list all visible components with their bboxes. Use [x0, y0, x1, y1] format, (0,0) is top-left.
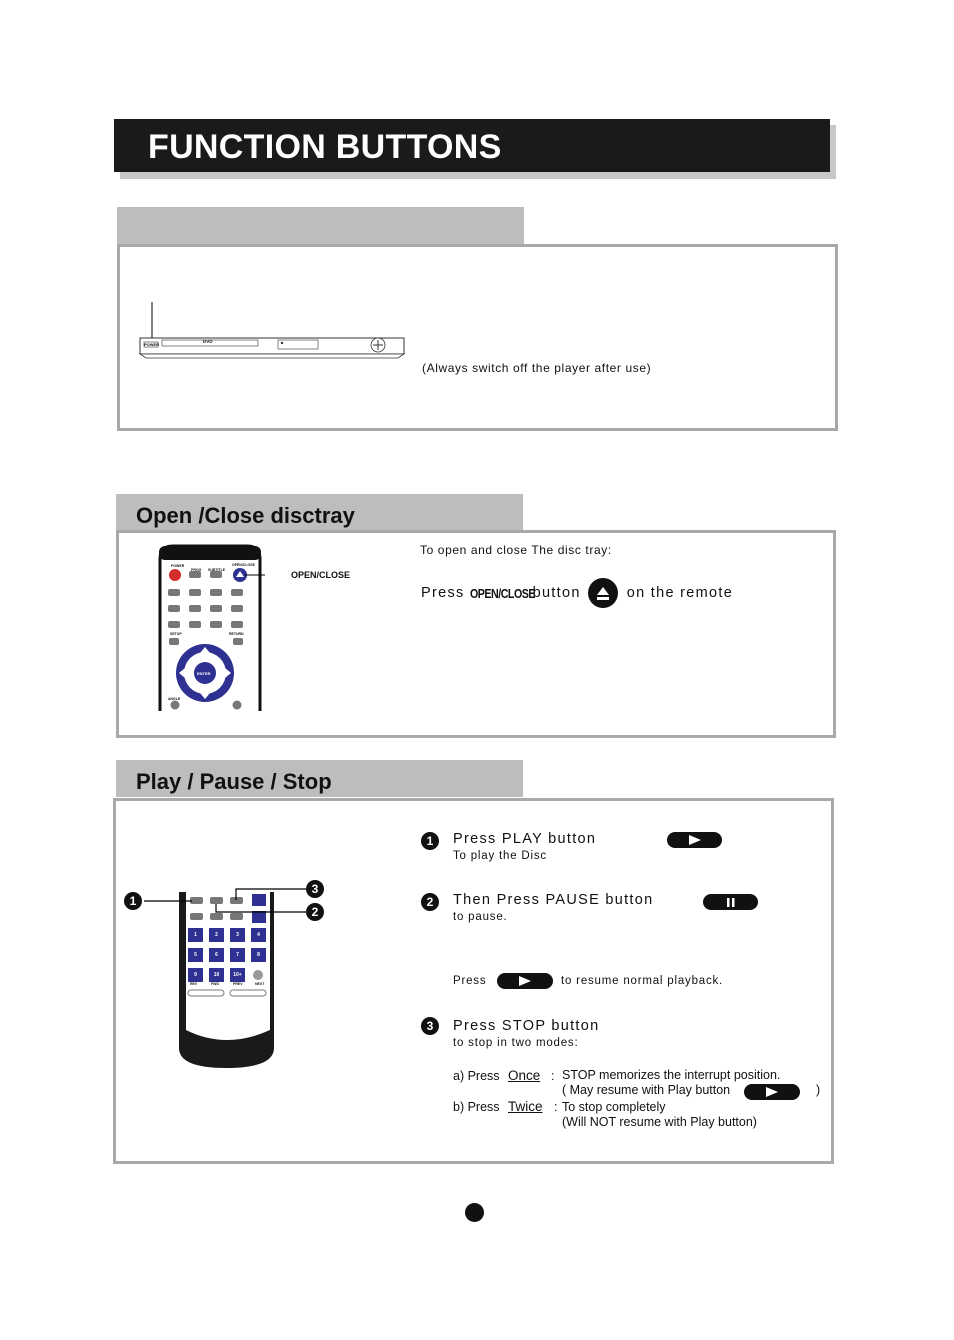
mode-b-colon: :	[554, 1100, 558, 1114]
mode-a-colon: :	[551, 1069, 555, 1083]
remote-number-key: 9	[194, 972, 197, 978]
mode-b-desc: To stop completely	[562, 1100, 666, 1114]
section-power-tab	[117, 207, 524, 244]
resume-text: to resume normal playback.	[561, 975, 724, 987]
step1-number: 1	[421, 832, 439, 850]
step3-sub: to stop in two modes:	[453, 1037, 579, 1049]
dvd-player-illustration	[136, 298, 408, 364]
remote-prev-label: PREV	[233, 982, 243, 986]
remote-next-label: NEXT	[255, 982, 265, 986]
mode-b-desc2: (Will NOT resume with Play button)	[562, 1115, 757, 1129]
remote-angle-label: ANGLE	[168, 697, 181, 701]
pause-icon	[703, 894, 758, 910]
page-number-dot	[465, 1203, 484, 1222]
remote-number-key: 2	[215, 932, 218, 938]
remote-return-label: RETURN	[229, 632, 244, 636]
resume-play-icon	[497, 973, 553, 989]
mode-a-desc2: ( May resume with Play button	[562, 1083, 731, 1097]
open-close-suffix: on the remote	[626, 585, 734, 601]
remote-number-key: 5	[194, 952, 197, 958]
remote-fwd-label: FWD	[211, 982, 219, 986]
power-note: (Always switch off the player after use)	[422, 361, 652, 375]
remote-number-key: 10+	[233, 972, 242, 978]
remote-rev-label: REV	[190, 982, 198, 986]
section-play-title: Play / Pause / Stop	[136, 769, 332, 794]
step3-number: 3	[421, 1017, 439, 1035]
remote-number-keys	[188, 928, 272, 988]
step2-number: 2	[421, 893, 439, 911]
remote-power-label: POWER	[171, 564, 185, 568]
player-power-label: POWER	[144, 342, 160, 347]
mode-b-label: b) Press	[453, 1100, 500, 1114]
remote-number-key: 3	[236, 932, 239, 938]
open-close-intro: To open and close The disc tray:	[420, 543, 612, 557]
section-open-close-title: Open /Close disctray	[136, 503, 355, 528]
open-close-callout: OPEN/CLOSE	[291, 570, 351, 580]
mode-a-keyword: Once	[508, 1068, 541, 1083]
remote-setup-label: SETUP	[170, 632, 182, 636]
player-logo: DVD	[203, 339, 213, 344]
play-icon	[667, 832, 722, 848]
mode-b-keyword: Twice	[508, 1099, 543, 1114]
step2-sub: to pause.	[453, 911, 508, 923]
step2-title: Then Press PAUSE button	[453, 892, 654, 908]
step1-title: Press PLAY button	[453, 831, 597, 847]
step3-title: Press STOP button	[453, 1018, 600, 1034]
step1-sub: To play the Disc	[453, 850, 547, 862]
mode-a-close-paren: )	[816, 1083, 821, 1097]
remote-subtitle-label: SUBTITLE	[208, 568, 226, 572]
open-close-button-word: button	[532, 585, 581, 601]
remote-number-key: 6	[215, 952, 218, 958]
remote-prog-label: PROG	[191, 568, 202, 572]
callout-3: 3	[306, 880, 324, 898]
remote-open-close-label: OPEN/CLOSE	[232, 563, 255, 567]
eject-icon	[588, 578, 618, 608]
open-close-press: Press	[421, 585, 465, 601]
page-title: FUNCTION BUTTONS	[148, 128, 502, 166]
open-close-button-name: OPEN/CLOSE	[469, 585, 535, 601]
remote-number-key: 1	[194, 932, 197, 938]
remote-number-key: 4	[257, 932, 260, 938]
callout-1: 1	[124, 892, 142, 910]
remote-number-key: 10	[213, 972, 220, 978]
mode-a-play-icon	[744, 1084, 800, 1100]
mode-a-label: a) Press	[453, 1069, 500, 1083]
remote-number-key: 7	[236, 952, 239, 958]
mode-a-desc: STOP memorizes the interrupt position.	[562, 1068, 781, 1082]
remote-number-key: 8	[257, 952, 260, 958]
callout-2: 2	[306, 903, 324, 921]
resume-press: Press	[453, 975, 487, 987]
remote-enter-label: ENTER	[197, 671, 211, 676]
open-close-instruction	[421, 578, 733, 608]
